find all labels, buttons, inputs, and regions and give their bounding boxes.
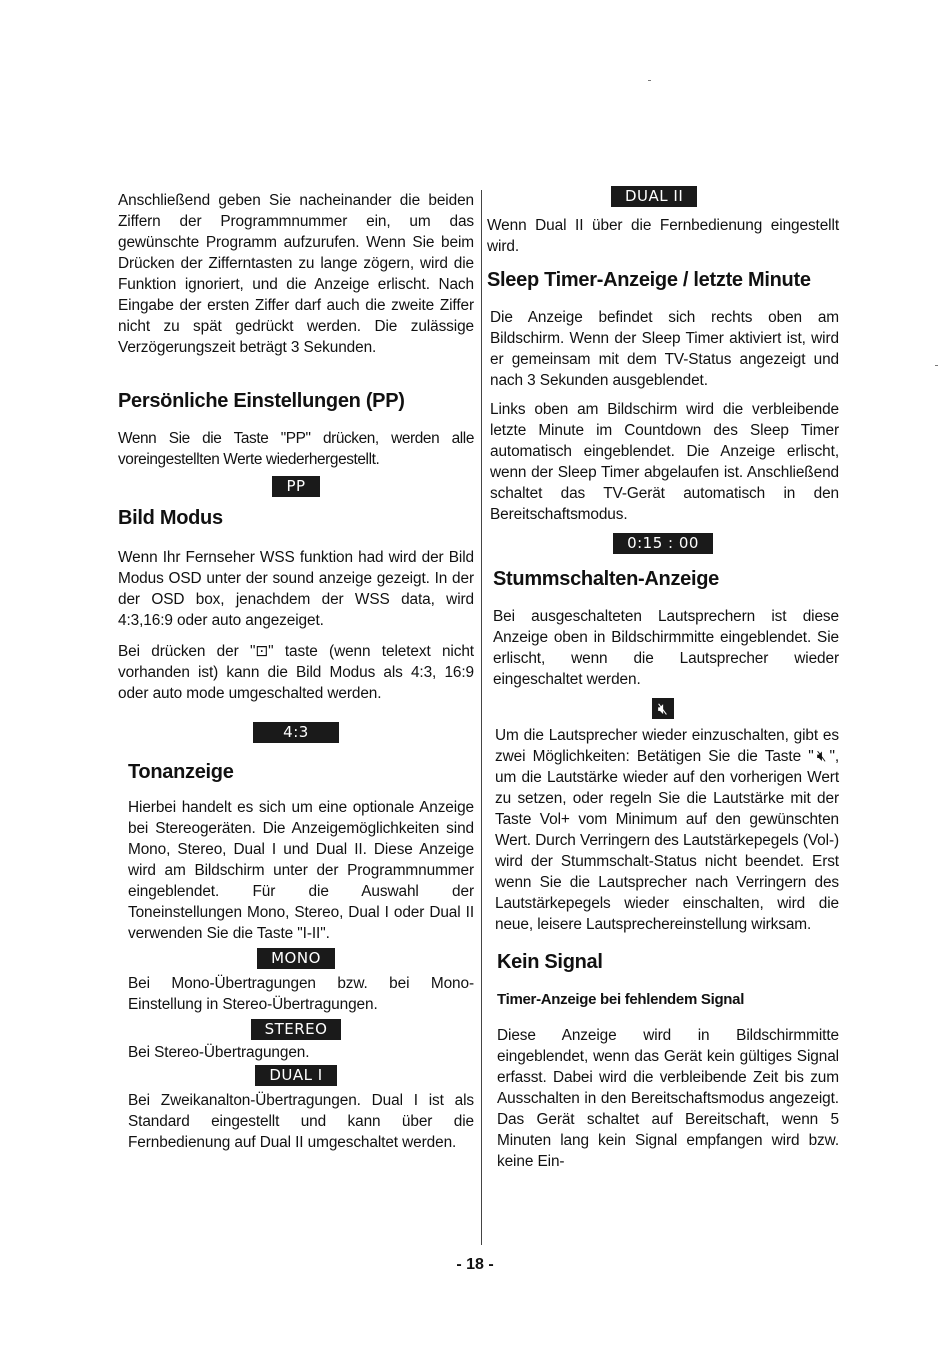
intro-paragraph: Anschließend geben Sie nacheinander die beiden Ziffern der Programmnummer ein, um das gewünschte Programm aufzurufen. Wenn Sie beim Drücken der Zifferntasten zu lange zögern, wird die Funktion ignoriert, und die Anzeige erlischt. Nach Eingabe der ersten Ziffer darf auch die zweite Ziffer nicht zu spät gedrückt werden. Die zulässige Verzögerungszeit beträgt 3 Sekunden.: [118, 192, 474, 356]
pp-badge-row: [118, 476, 474, 497]
pp-heading: Persönliche Einstellungen (PP): [118, 390, 405, 412]
bild-modus-paragraph-2: Bei drücken der "⊡" taste (wenn teletext nicht vorhanden ist) kann die Bild Modus als 4:3, 16:9 oder auto mode umgeschalted werden.: [118, 643, 474, 702]
mono-paragraph: Bei Mono-Übertragungen bzw. bei Mono-Einstellung in Stereo-Übertragungen.: [128, 975, 474, 1013]
page-number: - 18 -: [456, 1256, 494, 1273]
stereo-badge-row: [118, 1019, 474, 1040]
sleep-osd-badge: 0:15 : 00: [613, 533, 713, 554]
kein-signal-subheading: Timer-Anzeige bei fehlendem Signal: [497, 991, 745, 1008]
sleep-timer-paragraph-2: Links oben am Bildschirm wird die verbleibende letzte Minute im Countdown des Sleep Timer automatisch eingeblendet. Die Anzeige erlischt, wenn der Sleep Timer abgelaufen ist. Anschließend schaltet das TV-Gerät automatisch in den Bereitschaftsmodus.: [490, 401, 839, 523]
dual2-paragraph: Wenn Dual II über die Fernbedienung eingestellt wird.: [487, 217, 839, 255]
stummschalten-paragraph-1: Bei ausgeschalteten Lautsprechern ist diese Anzeige oben in Bildschirmmitte eingeblendet. Sie erlischt, wenn die Lautsprecher wieder eingeschaltet werden.: [493, 608, 839, 688]
pp-paragraph: Wenn Sie die Taste "PP" drücken, werden alle voreingestellten Werte wiederhergestellt.: [118, 430, 474, 468]
tonanzeige-heading: Tonanzeige: [128, 761, 234, 783]
bild-modus-heading: Bild Modus: [118, 507, 223, 529]
right-column: [487, 180, 839, 1172]
aspect-badge-row: [118, 722, 474, 743]
mono-osd-badge: MONO: [257, 948, 335, 969]
scan-speck: [648, 80, 651, 81]
kein-signal-paragraph: Diese Anzeige wird in Bildschirmmitte eingeblendet, wenn das Gerät kein gültiges Signal erfasst. Dabei wird die verbleibende Zeit bis zum Ausschalten in den Bereitschaftsmodus angezeigt. Das Gerät schaltet auf Bereitschaft, wenn 5 Minuten lang kein Signal empfangen wird bzw. keine Ein-: [497, 1027, 839, 1170]
kein-signal-heading: Kein Signal: [497, 951, 603, 973]
pp-osd-badge: PP: [272, 476, 319, 497]
stummschalten-paragraph-2: Um die Lautsprecher wieder einzuschalten, gibt es zwei Möglichkeiten: Betätigen Sie die Taste "🔇︎", um die Lautstärke wieder auf den vorherigen Wert zu setzen, oder regeln Sie die Lautstärke mit der Taste Vol+ vom Minimum auf den gewünschten Wert. Durch Verringern des Lautstärkepegels (Vol-) wird der Stummschalt-Status nicht beendet. Erst wenn Sie die Lautsprecher nach Verringern des Lautstärkepegels wieder einschalten, wird die neue, leisere Lautsprechereinstellung wirksam.: [495, 727, 839, 933]
mute-speaker-icon: 🔇︎: [652, 698, 675, 719]
dual1-osd-badge: DUAL I: [255, 1065, 336, 1086]
stereo-paragraph: Bei Stereo-Übertragungen.: [128, 1044, 310, 1061]
dual2-badge-row: [487, 186, 839, 207]
sleep-timer-heading: Sleep Timer-Anzeige / letzte Minute: [487, 269, 811, 291]
stummschalten-heading: Stummschalten-Anzeige: [493, 568, 719, 590]
tonanzeige-paragraph: Hierbei handelt es sich um eine optionale Anzeige bei Stereogeräten. Die Anzeigemöglichkeiten sind Mono, Stereo, Dual I und Dual II. Diese Anzeige wird am Bildschirm unter der Programmnummer eingeblendet. Für die Auswahl der Toneinstellungen Mono, Stereo, Dual I oder Dual II verwenden Sie die Taste "I-II".: [128, 799, 474, 942]
scan-speck: [935, 365, 938, 366]
dual1-paragraph: Bei Zweikanalton-Übertragungen. Dual I ist als Standard eingestellt und kann über die Fernbedienung auf Dual II umgeschaltet werden.: [128, 1092, 474, 1151]
left-column: [118, 180, 474, 1153]
dual2-osd-badge: DUAL II: [611, 186, 697, 207]
aspect-osd-badge: 4:3: [253, 722, 339, 743]
column-divider: [481, 190, 482, 1245]
bild-modus-paragraph-1: Wenn Ihr Fernseher WSS funktion had wird der Bild Modus OSD unter der sound anzeige gezeigt. In der der OSD box, jenachdem der WSS data, wird 4:3,16:9 oder auto angezeiget.: [118, 549, 474, 629]
mono-badge-row: [118, 948, 474, 969]
stereo-osd-badge: STEREO: [251, 1019, 342, 1040]
sleep-badge-row: [487, 533, 839, 554]
sleep-timer-paragraph-1: Die Anzeige befindet sich rechts oben am Bildschirm. Wenn der Sleep Timer aktiviert ist, wird er gemeinsam mit dem TV-Status angezeigt und nach 3 Sekunden ausgeblendet.: [490, 309, 839, 389]
mute-badge-row: [487, 698, 839, 719]
dual1-badge-row: [118, 1065, 474, 1086]
